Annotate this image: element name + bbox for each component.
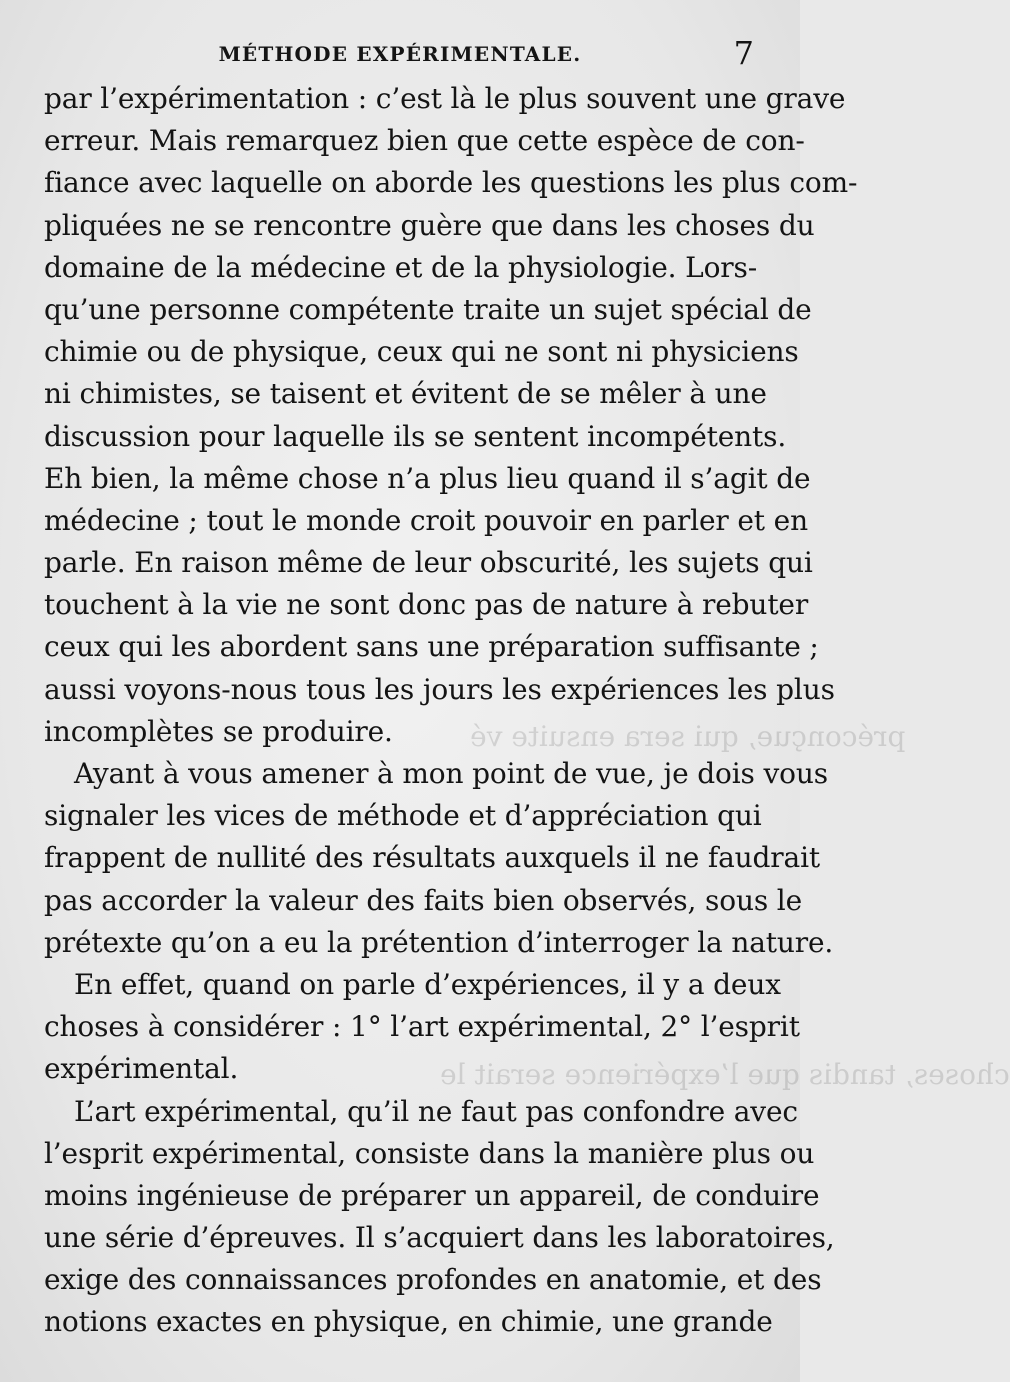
text-line: ceux qui les abordent sans une préparation suffisante ; <box>44 630 819 664</box>
text-line: signaler les vices de méthode et d’appréciation qui <box>44 799 762 833</box>
show-through-text: choses, tandis que l’expérience serait le <box>440 1058 1010 1091</box>
text-line: expérimental. <box>44 1052 239 1086</box>
text-line: pas accorder la valeur des faits bien observés, sous le <box>44 883 803 917</box>
text-line: fiance avec laquelle on aborde les questions les plus com- <box>44 166 858 200</box>
body-text <box>44 78 858 1344</box>
text-line: prétexte qu’on a eu la prétention d’interroger la nature. <box>44 925 834 959</box>
text-line: l’esprit expérimental, consiste dans la manière plus ou <box>44 1136 815 1170</box>
page-number: 7 <box>733 34 754 72</box>
text-line: incomplètes se produire. <box>44 714 393 748</box>
show-through-text: préconçue, qui sera ensuite vé <box>470 720 906 753</box>
text-line: parle. En raison même de leur obscurité, les sujets qui <box>44 546 813 580</box>
text-line: moins ingénieuse de préparer un appareil, de conduire <box>44 1178 820 1212</box>
paragraph-first-line: Ayant à vous amener à mon point de vue, je dois vous <box>74 757 828 790</box>
text-line: une série d’épreuves. Il s’acquiert dans les laboratoires, <box>44 1221 835 1255</box>
text-line: exige des connaissances profondes en anatomie, et des <box>44 1263 822 1297</box>
text-line: par l’expérimentation : c’est là le plus souvent une grave <box>44 82 846 115</box>
running-head <box>0 36 800 72</box>
text-line: discussion pour laquelle ils se sentent incompétents. <box>44 419 787 453</box>
text-line: pliquées ne se rencontre guère que dans les choses du <box>44 208 815 242</box>
text-line: Eh bien, la même chose n’a plus lieu quand il s’agit de <box>44 461 811 495</box>
text-line: qu’une personne compétente traite un sujet spécial de <box>44 292 812 326</box>
text-line: chimie ou de physique, ceux qui ne sont ni physiciens <box>44 335 799 369</box>
text-line: médecine ; tout le monde croit pouvoir en parler et en <box>44 503 808 537</box>
paragraph-first-line: L’art expérimental, qu’il ne faut pas confondre avec <box>74 1094 798 1128</box>
text-line: aussi voyons-nous tous les jours les expériences les plus <box>44 672 835 706</box>
text-line: choses à considérer : 1° l’art expérimental, 2° l’esprit <box>44 1010 800 1044</box>
text-line: frappent de nullité des résultats auxquels il ne faudrait <box>44 841 820 875</box>
text-line: erreur. Mais remarquez bien que cette espèce de con- <box>44 124 805 158</box>
text-line: touchent à la vie ne sont donc pas de nature à rebuter <box>44 588 809 622</box>
text-line: notions exactes en physique, en chimie, une grande <box>44 1305 773 1339</box>
text-line: ni chimistes, se taisent et évitent de se mêler à une <box>44 377 767 411</box>
text-line: domaine de la médecine et de la physiologie. Lors- <box>44 250 758 284</box>
paragraph-first-line: En effet, quand on parle d’expériences, il y a deux <box>74 967 781 1001</box>
running-title: MÉTHODE EXPÉRIMENTALE. <box>218 42 582 66</box>
